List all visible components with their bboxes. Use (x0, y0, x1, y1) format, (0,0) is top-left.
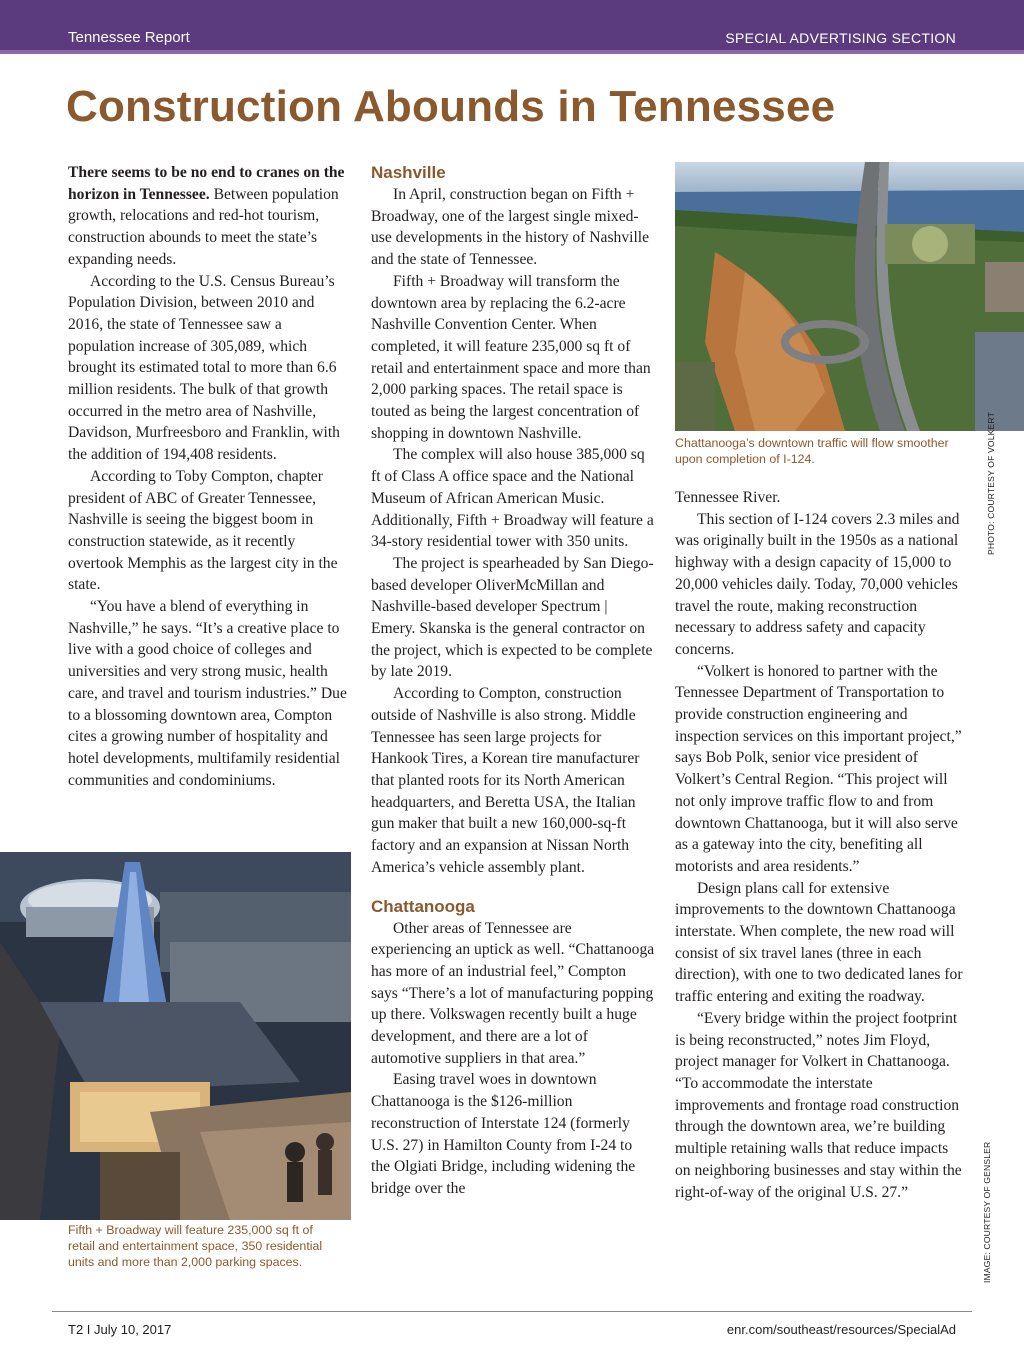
highway-aerial-illustration (675, 162, 1024, 431)
paragraph: Other areas of Tennessee are experiencing an uptick as well. “Chattanooga has more of an industrial feel,” Compton says “There’s a lot of manufacturing popping up there. Volkswagen recently built a huge development, and there are a lot of automotive suppliers in that area.” (371, 919, 655, 1067)
paragraph: According to the U.S. Census Bureau’s Population Division, between 2010 and 2016, the state of Tennessee saw a population increase of 305,089, which brought its estimated total to more than 6.6 million residents. The bulk of that growth occurred in the metro area of Nashville, Davidson, Murfreesboro and Franklin, with the addition of 194,408 residents. (68, 272, 340, 464)
highway-photo-credit: PHOTO: COURTESY OF VOLKERT (986, 412, 996, 555)
paragraph: Design plans call for extensive improvements to the downtown Chattanooga interstate. When complete, the new road will consist of six travel lanes (three in each direction), with one to two dedicated lanes for traffic entering and exiting the roadway. (675, 879, 963, 1006)
subheading-nashville: Nashville (371, 163, 446, 182)
paragraph: Easing travel woes in downtown Chattanooga is the $126-million reconstruction of Interstate 124 (formerly U.S. 27) in Hamilton County from I-24 to the Olgiati Bridge, including widening the bridge over the (371, 1071, 636, 1197)
article-headline: Construction Abounds in Tennessee (66, 82, 836, 131)
paragraph: The complex will also house 385,000 sq ft of Class A office space and the National Museum of African American Music. Additionally, Fifth + Broadway will feature a 34-story residential tower with 350 units. (371, 446, 654, 551)
footer-divider (52, 1311, 972, 1312)
section-name: Tennessee Report (68, 29, 190, 46)
highway-photo-caption: Chattanooga’s downtown traffic will flow smoother upon completion of I-124. (675, 436, 949, 466)
highway-aerial-photo (675, 162, 1024, 431)
paragraph: In April, construction began on Fifth + Broadway, one of the largest single mixed-use developments in the history of Nashville and the state of Tennessee. (371, 186, 650, 269)
paragraph: “Every bridge within the project footprint is being reconstructed,” notes Jim Floyd, project manager for Volkert in Chattanooga. “To accommodate the interstate improvements and frontage road construction through the downtown area, we’re building multiple retaining walls that reduce impacts on neighboring businesses and stay within the right-of-way of the original U.S. 27.” (675, 1009, 962, 1201)
column-3 (675, 487, 963, 1203)
paragraph: Fifth + Broadway will transform the downtown area by replacing the 6.2-acre Nashville Convention Center. When completed, it will feature 235,000 sq ft of retail and entertainment space and more than 2,000 parking spaces. The retail space is touted as being the largest concentration of shopping in downtown Nashville. (371, 272, 651, 442)
header-bar (0, 0, 1024, 54)
lead-rest: Between population growth, relocations and red-hot tourism, construction abounds to meet the state’s expanding needs. (68, 185, 339, 268)
footer-url: enr.com/southeast/resources/SpecialAd (726, 1322, 956, 1337)
rendering-credit: IMAGE: COURTESY OF GENSLER (982, 1141, 992, 1283)
paragraph: “Volkert is honored to partner with the Tennessee Department of Transportation to provide construction engineering and inspection services on this important project,” says Bob Polk, senior vice president of Volkert’s Central Region. “This project will not only improve traffic flow to and from downtown Chattanooga, but it will also serve as a gateway into the city, benefiting all motorists and area residents.” (675, 662, 962, 875)
lead-bold: There seems to be no end to cranes on the horizon in Tennessee. (68, 164, 345, 203)
subheading-chattanooga: Chattanooga (371, 896, 475, 916)
paragraph: Tennessee River. (675, 489, 781, 506)
page-folio: T2 I July 10, 2017 (68, 1322, 172, 1337)
paragraph: According to Compton, construction outside of Nashville is also strong. Middle Tennessee has seen large projects for Hankook Tires, a Korean tire manufacturer that planted roots for its North American headquarters, and Beretta USA, the Italian gun maker that built a new 160,000-sq-ft factory and an expansion at Nissan North America’s vehicle assembly plant. (371, 685, 640, 876)
paragraph: “You have a blend of everything in Nashville,” he says. “It’s a creative place to live with a good choice of colleges and universities and very strong music, health care, and travel and tourism industries.” Due to a blossoming downtown area, Compton cites a growing number of hospitality and hotel developments, multifamily residential communities and condominiums. (68, 598, 347, 789)
paragraph: The project is spearheaded by San Diego-based developer OliverMcMillan and Nashville-based developer Spectrum | Emery. Skanska is the general contractor on the project, which is expected to be complete by late 2019. (371, 554, 654, 681)
fifth-broadway-illustration (0, 852, 351, 1220)
rendering-caption: Fifth + Broadway will feature 235,000 sq ft of retail and entertainment space, 350 residential units and more than 2,000 parking spaces. (68, 1223, 323, 1269)
advertising-label: SPECIAL ADVERTISING SECTION (725, 30, 956, 46)
lead-paragraph (68, 162, 350, 271)
column-2 (371, 162, 655, 1200)
paragraph: This section of I-124 covers 2.3 miles and was originally built in the 1950s as a national highway with a design capacity of 15,000 to 20,000 vehicles daily. Today, 70,000 vehicles travel the route, making reconstruction necessary to address safety and capacity concerns. (675, 510, 960, 658)
fifth-broadway-rendering (0, 852, 351, 1220)
header-accent-strip (0, 50, 1024, 54)
column-1 (68, 162, 350, 791)
paragraph: According to Toby Compton, chapter president of ABC of Greater Tennessee, Nashville is seeing the biggest boom in construction statewide, as it recently overtook Memphis as the largest city in the state. (68, 467, 338, 594)
